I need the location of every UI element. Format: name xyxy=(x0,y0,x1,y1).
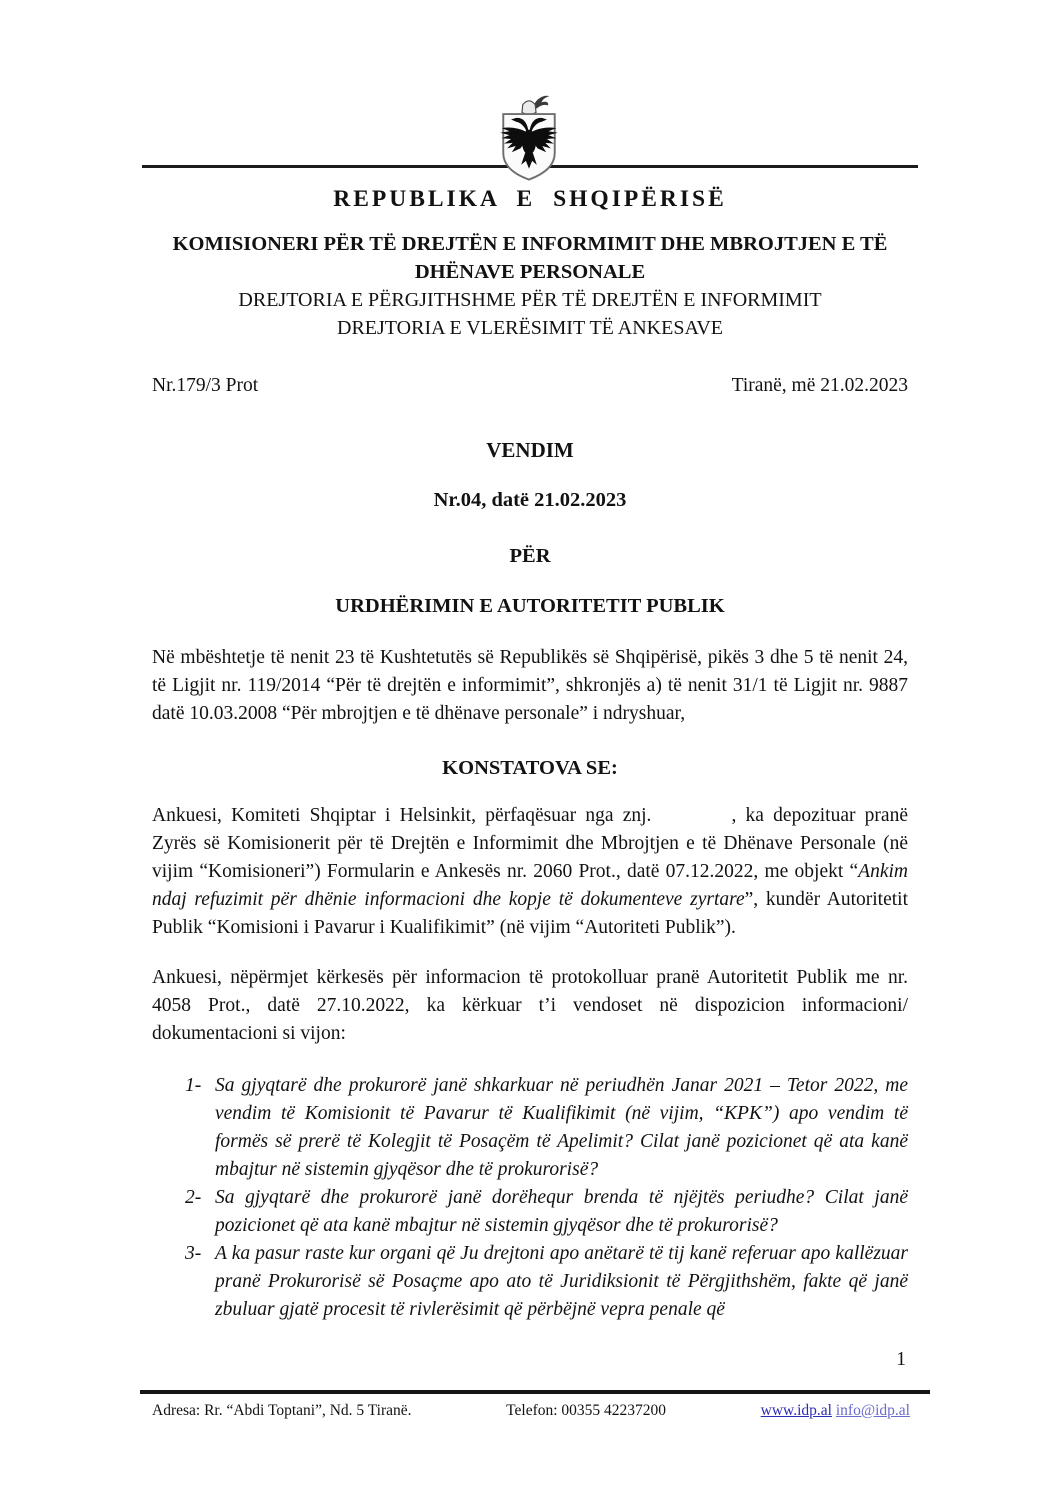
konstatova-heading: KONSTATOVA SE: xyxy=(442,757,618,779)
decision-subject: URDHËRIMIN E AUTORITETIT PUBLIK xyxy=(335,595,725,617)
albanian-double-eagle-emblem-icon xyxy=(490,95,568,183)
footer xyxy=(152,1400,910,1422)
list-item-marker: 2- xyxy=(185,1187,202,1208)
footer-links xyxy=(761,1400,910,1422)
place-and-date: Tiranë, më 21.02.2023 xyxy=(731,375,908,396)
for-label: PËR xyxy=(509,545,551,567)
complaint-part3: ”, kundër Autoritetit Publik “Komisioni i Pavarur i Kualifikimit” (në vijim “Autoriteti Publik”). xyxy=(152,889,909,938)
list-item-marker: 1- xyxy=(185,1075,202,1096)
list-item-marker: 3- xyxy=(185,1243,202,1264)
legal-basis-paragraph: Në mbështetje të nenit 23 të Kushtetutës së Republikës së Shqipërisë, pikës 3 dhe 5 të nenit 24, të Ligjit nr. 119/2014 “Për të drejtën e informimit”, shkronjës a) të nenit 31/1 të Ligjit nr. 9887 datë 10.03.2008 “Për mbrojtjen e të dhënave personale” i ndryshuar, xyxy=(152,647,908,724)
decision-heading: VENDIM xyxy=(486,438,574,462)
list-item xyxy=(185,1240,908,1324)
complaint-part2: , ka depozituar pranë Zyrës së Komisionerit për të Drejtën e Informimit dhe Mbrojtjen e të Dhënave Personale (në vijim “Komisioneri”) Formularin e Ankesës nr. 2060 Prot., datë 07.12.2022, me objekt “ xyxy=(152,805,908,882)
footer-divider-line xyxy=(140,1390,930,1394)
page-number: 1 xyxy=(896,1349,906,1370)
list-item-text: Sa gjyqtarë dhe prokurorë janë dorëhequr brenda të njëjtës periudhe? Cilat janë pozicionet që ata kanë mbajtur në sistemin gjyqësor dhe të prokurorisë? xyxy=(215,1187,908,1236)
request-items-list xyxy=(152,1072,908,1324)
list-item xyxy=(185,1184,908,1240)
email-link[interactable]: info@idp.al xyxy=(835,1402,910,1419)
list-item-text: A ka pasur raste kur organi që Ju drejtoni apo anëtarë të tij kanë referuar apo kallëzuar pranë Prokurorisë së Posaçme apo ato të Juridiksionit të Përgjithshëm, fakte që janë zbuluar gjatë procesit të rivlerësimit që përbëjnë vepra penale që xyxy=(215,1243,908,1320)
request-intro-paragraph: Ankuesi, nëpërmjet kërkesës për informacion të protokolluar pranë Autoritetit Publik me nr. 4058 Prot., datë 27.10.2022, ka kërkuar t’i vendoset në dispozicion informacioni/ dokumentacioni si vijon: xyxy=(152,967,908,1044)
website-link[interactable]: www.idp.al xyxy=(760,1402,832,1419)
institution-line-1: KOMISIONERI PËR TË DREJTËN E INFORMIMIT DHE MBROJTJEN E TË xyxy=(172,233,888,255)
list-item xyxy=(185,1072,908,1184)
republic-title: REPUBLIKA E SHQIPËRISË xyxy=(333,186,727,212)
protocol-number: Nr.179/3 Prot xyxy=(152,375,259,396)
document-content xyxy=(152,0,908,1324)
complaint-object-italic: Ankim ndaj refuzimit për dhënie informacioni dhe kopje të dokumenteve zyrtare xyxy=(152,861,908,910)
directorate-general: DREJTORIA E PËRGJITHSHME PËR TË DREJTËN E INFORMIMIT xyxy=(238,289,822,311)
complaint-part1: Ankuesi, Komiteti Shqiptar i Helsinkit, përfaqësuar nga znj. xyxy=(152,805,652,826)
institution-line-2: DHËNAVE PERSONALE xyxy=(414,261,646,283)
footer-phone: Telefon: 00355 42237200 xyxy=(506,1402,667,1419)
decision-number: Nr.04, datë 21.02.2023 xyxy=(433,489,627,511)
footer-address: Adresa: Rr. “Abdi Toptani”, Nd. 5 Tiranë. xyxy=(152,1402,412,1419)
complaint-paragraph xyxy=(152,802,908,942)
list-item-text: Sa gjyqtarë dhe prokurorë janë shkarkuar në periudhën Janar 2021 – Tetor 2022, me vendim të Komisionit të Pavarur të Kualifikimit (në vijim, “KPK”) apo vendim të formës së prerë të Kolegjit të Posaçëm të Apelimit? Cilat janë pozicionet që ata kanë mbajtur në sistemin gjyqësor dhe të prokurorisë? xyxy=(215,1075,908,1180)
directorate-complaints: DREJTORIA E VLERËSIMIT TË ANKESAVE xyxy=(337,317,723,339)
institution-name xyxy=(152,230,908,286)
meta-row xyxy=(152,372,908,400)
